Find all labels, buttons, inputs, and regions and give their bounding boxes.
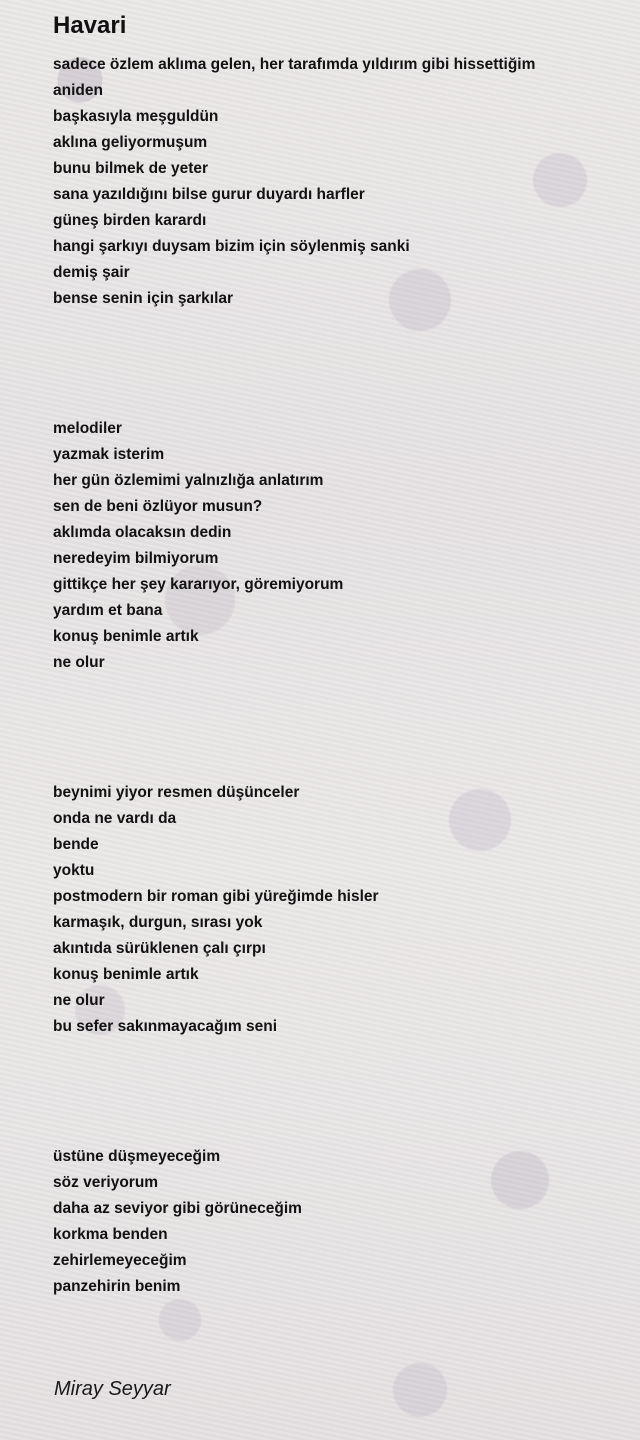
poem-line: bense senin için şarkılar [53, 290, 234, 307]
poem-line: güneş birden karardı [53, 212, 207, 229]
poem-line: melodiler [53, 420, 122, 437]
poem-line: onda ne vardı da [53, 810, 177, 827]
poem-line: aklına geliyormuşum [53, 134, 208, 151]
poem-line: karmaşık, durgun, sırası yok [53, 914, 263, 931]
poem-line: gittikçe her şey kararıyor, göremiyorum [53, 576, 344, 593]
stanza-1 [53, 52, 613, 312]
poem-line: ne olur [53, 992, 105, 1009]
poem-line: bu sefer sakınmayacağım seni [53, 1018, 278, 1035]
poem-line: zehirlemeyeceğim [53, 1252, 187, 1269]
poem-line: daha az seviyor gibi görüneceğim [53, 1200, 302, 1217]
poem-line: bunu bilmek de yeter [53, 160, 209, 177]
poem-line: beynimi yiyor resmen düşünceler [53, 784, 300, 801]
poem-line: yoktu [53, 862, 95, 879]
poem-line: yazmak isterim [53, 446, 165, 463]
stanza-4 [53, 1144, 613, 1300]
stanza-3 [53, 780, 613, 1040]
poem-line: ne olur [53, 654, 105, 671]
poem-line: üstüne düşmeyeceğim [53, 1148, 221, 1165]
poem-line: yardım et bana [53, 602, 163, 619]
poem-line: aniden [53, 82, 103, 99]
poem-line: söz veriyorum [53, 1174, 159, 1191]
poem-line: bende [53, 836, 99, 853]
poem-line: postmodern bir roman gibi yüreğimde hisler [53, 888, 379, 905]
poem-line: panzehirin benim [53, 1278, 181, 1295]
poem-line: konuş benimle artık [53, 966, 199, 983]
poem-container [53, 10, 613, 1300]
poem-line: demiş şair [53, 264, 130, 281]
poem-line: konuş benimle artık [53, 628, 199, 645]
stanza-2 [53, 416, 613, 676]
poem-line: her gün özlemimi yalnızlığa anlatırım [53, 472, 324, 489]
poem-author: Miray Seyyar [54, 1378, 171, 1400]
poem-line: sana yazıldığını bilse gurur duyardı harfler [53, 186, 365, 203]
poem-title: Havari [53, 12, 127, 39]
poem-line: neredeyim bilmiyorum [53, 550, 219, 567]
poem-line: sen de beni özlüyor musun? [53, 498, 263, 515]
poem-line: başkasıyla meşguldün [53, 108, 219, 125]
poem-line: korkma benden [53, 1226, 168, 1243]
poem-line: sadece özlem aklıma gelen, her tarafımda yıldırım gibi hissettiğim [53, 56, 536, 73]
poem-line: aklımda olacaksın dedin [53, 524, 232, 541]
poem-line: hangi şarkıyı duysam bizim için söylenmiş sanki [53, 238, 410, 255]
poem-line: akıntıda sürüklenen çalı çırpı [53, 940, 266, 957]
